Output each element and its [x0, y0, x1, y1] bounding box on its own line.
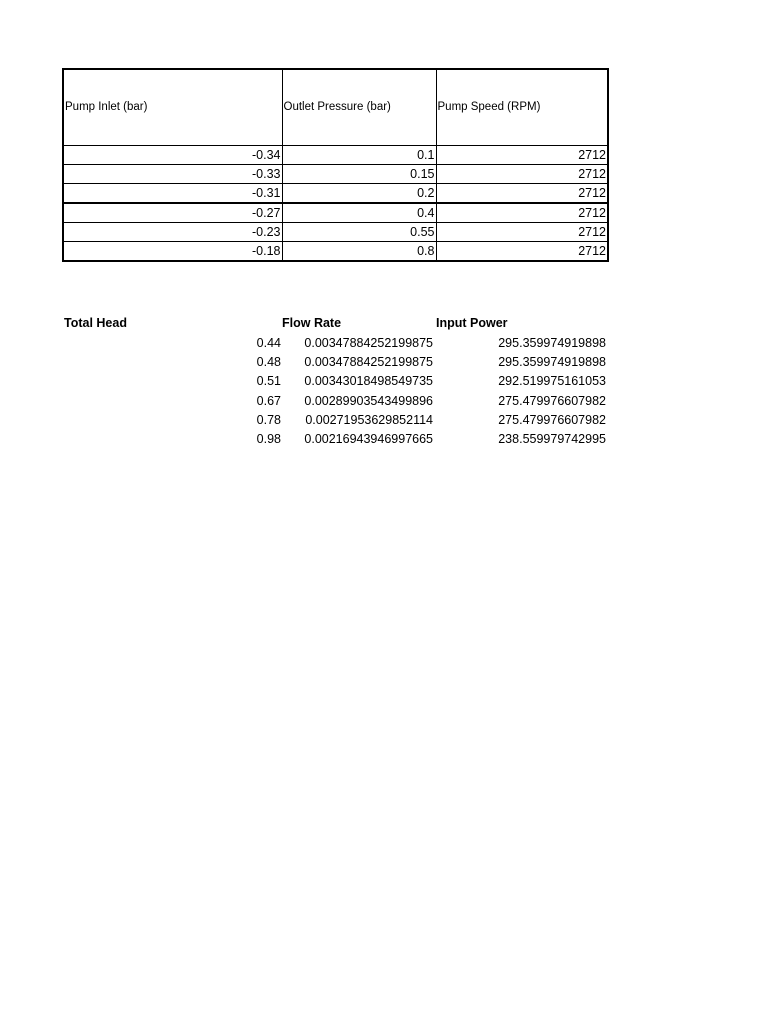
cell-total-head: 0.51	[256, 374, 281, 389]
cell-pump-inlet: -0.31	[63, 184, 282, 203]
cell-input-power: 238.559979742995	[498, 431, 606, 446]
cell-outlet-pressure: 0.2	[282, 184, 436, 203]
cell-pump-inlet: -0.27	[63, 203, 282, 222]
cell-total-head: 0.98	[256, 431, 281, 446]
table-row	[63, 241, 608, 260]
table-row	[63, 222, 608, 241]
table-row	[63, 164, 608, 183]
header-outlet-pressure: Outlet Pressure (bar)	[282, 69, 436, 145]
results-row	[62, 353, 608, 372]
cell-pump-inlet: -0.33	[63, 164, 282, 183]
pump-input-table	[62, 68, 609, 262]
cell-flow-rate: 0.0027195362985211​4	[305, 412, 433, 427]
cell-pump-speed: 2712	[436, 145, 608, 164]
table-row	[63, 203, 608, 222]
cell-flow-rate: 0.0021694394699766​5	[304, 431, 433, 446]
results-row	[62, 334, 608, 353]
cell-pump-speed: 2712	[436, 184, 608, 203]
cell-total-head: 0.78	[256, 412, 281, 427]
cell-outlet-pressure: 0.1	[282, 145, 436, 164]
header-pump-inlet: Pump Inlet (bar)	[63, 69, 282, 145]
cell-input-power: 292.519975161053	[498, 374, 606, 389]
pump-results	[62, 316, 608, 449]
cell-outlet-pressure: 0.4	[282, 203, 436, 222]
results-row	[62, 392, 608, 411]
header-input-power: Input Power	[436, 316, 508, 330]
results-row	[62, 411, 608, 430]
cell-input-power: 295.359974919898	[498, 336, 606, 350]
cell-pump-speed: 2712	[436, 164, 608, 183]
cell-pump-speed: 2712	[436, 222, 608, 241]
cell-flow-rate: 0.0034301849854973​5	[304, 374, 433, 389]
cell-outlet-pressure: 0.55	[282, 222, 436, 241]
cell-flow-rate: 0.0034788425219987​5	[304, 355, 433, 370]
cell-total-head: 0.67	[256, 393, 281, 408]
table-row	[63, 184, 608, 203]
cell-outlet-pressure: 0.15	[282, 164, 436, 183]
cell-flow-rate: 0.0028990354349989​6	[304, 393, 433, 408]
input-table-header-row	[63, 69, 608, 145]
results-header-row	[62, 316, 608, 334]
cell-pump-inlet: -0.18	[63, 241, 282, 260]
cell-outlet-pressure: 0.8	[282, 241, 436, 260]
results-row	[62, 372, 608, 391]
cell-flow-rate: 0.0034788425219987​5	[304, 336, 433, 350]
table-row	[63, 145, 608, 164]
cell-total-head: 0.48	[256, 355, 281, 370]
cell-input-power: 295.359974919898	[498, 355, 606, 370]
cell-total-head: 0.44	[256, 336, 281, 350]
cell-pump-speed: 2712	[436, 241, 608, 260]
header-flow-rate: Flow Rate	[282, 316, 342, 330]
header-pump-speed: Pump Speed (RPM)	[436, 69, 608, 145]
header-total-head: Total Head	[64, 316, 127, 330]
cell-input-power: 275.479976607982	[498, 393, 606, 408]
cell-input-power: 275.479976607982	[498, 412, 606, 427]
results-row	[62, 430, 608, 449]
cell-pump-speed: 2712	[436, 203, 608, 222]
cell-pump-inlet: -0.23	[63, 222, 282, 241]
cell-pump-inlet: -0.34	[63, 145, 282, 164]
